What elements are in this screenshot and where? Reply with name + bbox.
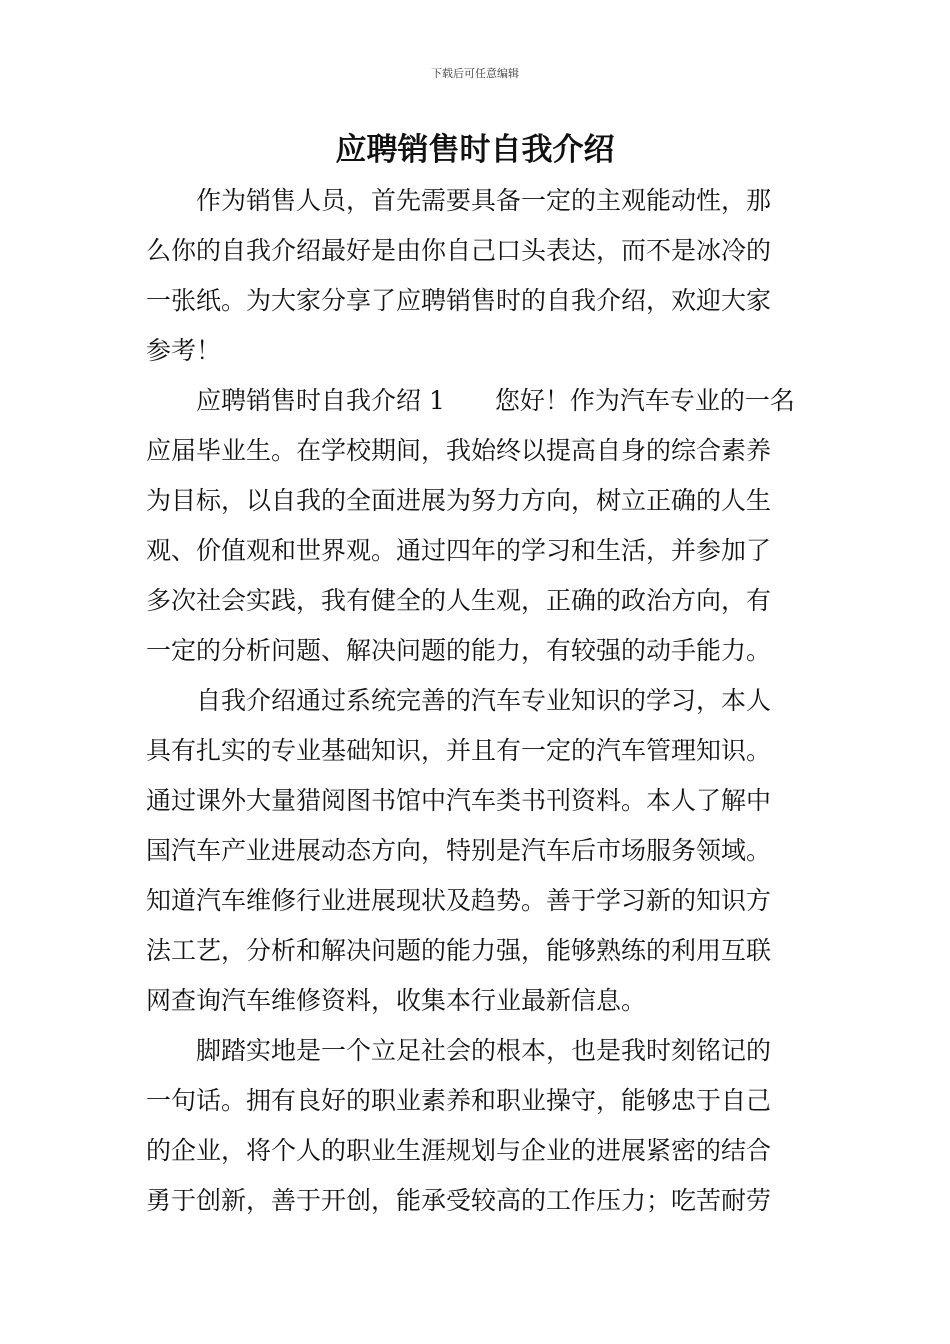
text-line: 多次社会实践，我有健全的人生观，正确的政治方向，有: [146, 586, 772, 615]
text-line: 一句话。拥有良好的职业素养和职业操守，能够忠于自己: [146, 1086, 772, 1115]
text-line: 么你的自我介绍最好是由你自己口头表达，而不是冰冷的: [146, 236, 772, 265]
text-line: 网查询汽车维修资料，收集本行业最新信息。: [146, 986, 647, 1015]
text-line: 一张纸。为大家分享了应聘销售时的自我介绍，欢迎大家: [146, 286, 772, 315]
page-header-note: 下载后可任意编辑: [431, 67, 519, 80]
text-line: 通过课外大量猎阅图书馆中汽车类书刊资料。本人了解中: [146, 786, 772, 815]
text-line: 应届毕业生。在学校期间，我始终以提高自身的综合素养: [146, 436, 772, 465]
text-line: 参考！: [146, 336, 222, 365]
text-line: 的企业，将个人的职业生涯规划与企业的进展紧密的结合: [146, 1136, 772, 1165]
section-heading: 应聘销售时自我介绍 1: [196, 386, 445, 415]
text-line: 脚踏实地是一个立足社会的根本，也是我时刻铭记的: [196, 1036, 772, 1065]
text-line: 国汽车产业进展动态方向，特别是汽车后市场服务领域。: [146, 836, 772, 865]
text-line: 观、价值观和世界观。通过四年的学习和生活，并参加了: [146, 536, 772, 565]
text-line: 作为销售人员，首先需要具备一定的主观能动性，那: [196, 186, 772, 215]
text-line: 自我介绍通过系统完善的汽车专业知识的学习，本人: [196, 686, 772, 715]
text-line: 勇于创新，善于开创，能承受较高的工作压力；吃苦耐劳: [146, 1186, 772, 1215]
document-title: 应聘销售时自我介绍: [335, 132, 615, 168]
text-line: 法工艺，分析和解决问题的能力强，能够熟练的利用互联: [146, 936, 772, 965]
text-line: [196, 376, 795, 426]
text-line: 为目标，以自我的全面进展为努力方向，树立正确的人生: [146, 486, 772, 515]
text-span: 您好！作为汽车专业的一名: [494, 386, 795, 415]
text-line: 一定的分析问题、解决问题的能力，有较强的动手能力。: [146, 636, 772, 665]
text-line: 知道汽车维修行业进展现状及趋势。善于学习新的知识方: [146, 886, 772, 915]
text-line: 具有扎实的专业基础知识，并且有一定的汽车管理知识。: [146, 736, 772, 765]
